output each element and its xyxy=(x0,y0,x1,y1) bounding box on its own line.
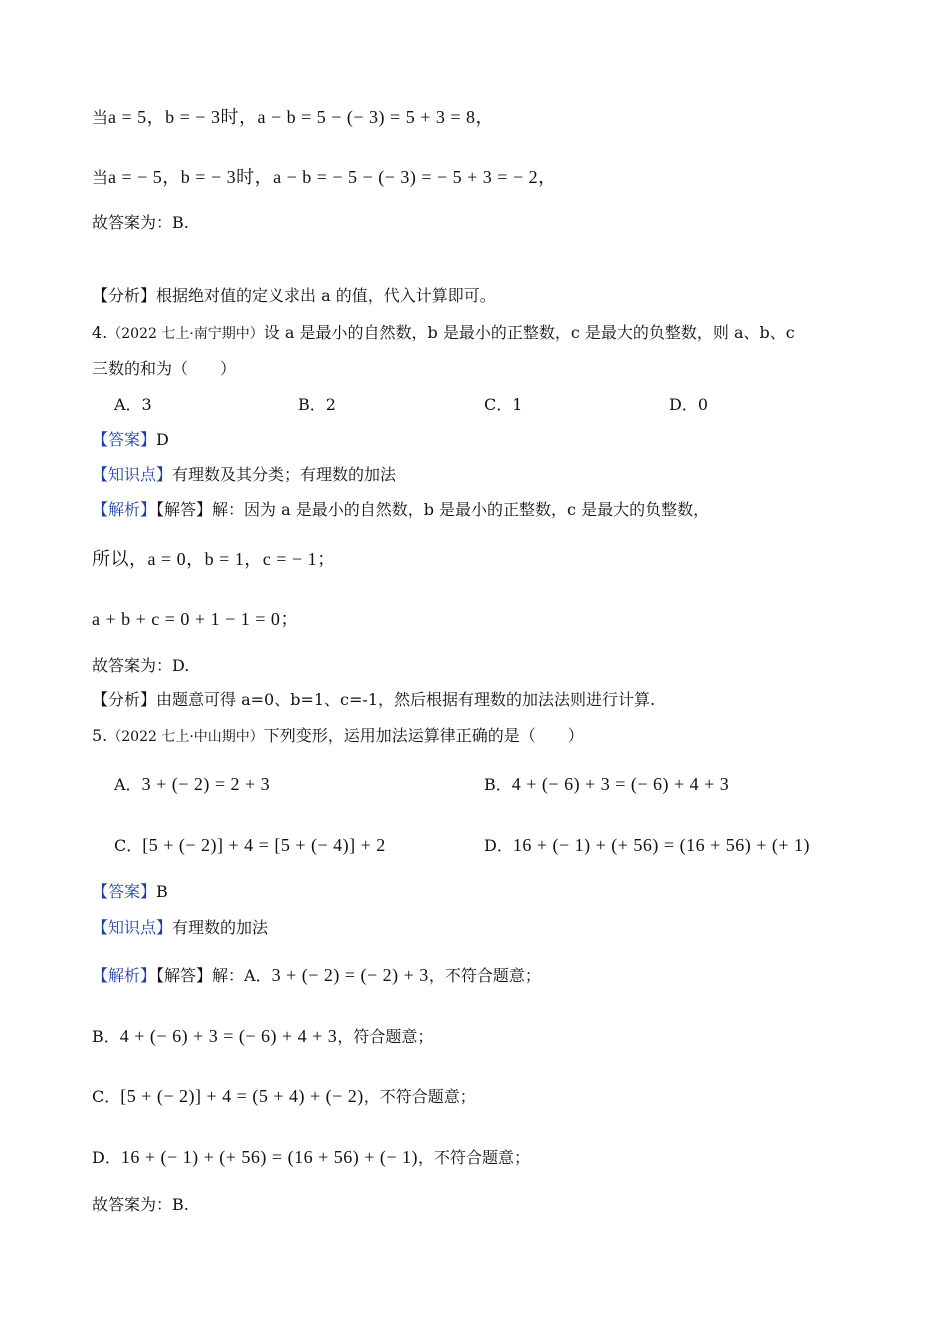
q4-number: 4. xyxy=(92,323,108,342)
q4-conclusion: 故答案为：D. xyxy=(92,656,190,675)
q4-option-d: D．0 xyxy=(669,395,709,414)
q5-option-c: C．[5 + (− 2)] + 4 = [5 + (− 4)] + 2 xyxy=(114,835,386,855)
q3-math-2: a = − 5，b = − 3时，a − b = − 5 − (− 3) = − 5 + 3 = − 2， xyxy=(108,167,557,187)
q5-option-d: D．16 + (− 1) + (+ 56) = (16 + 56) + (+ 1) xyxy=(484,835,811,855)
q5-source: （2022 七上·中山期中） xyxy=(107,729,264,745)
q5-answer-tag: 【答案】 xyxy=(92,882,157,901)
q3-analysis-tag: 【分析】 xyxy=(92,286,157,305)
q5-number: 5. xyxy=(92,726,108,745)
q5-conclusion: 故答案为：B. xyxy=(92,1195,189,1214)
q4-stem-line-1: 4.（2022 七上·南宁期中）设 a 是最小的自然数，b 是最小的正整数，c 是最大的负整数，则 a、b、c xyxy=(92,323,795,342)
q4-option-c: C．1 xyxy=(484,395,523,414)
q4-option-b: B．2 xyxy=(298,395,336,414)
q5-stem: 5.（2022 七上·中山期中）下列变形，运用加法运算律正确的是（ ） xyxy=(92,726,584,745)
q5-solution-tag: 【解析】 xyxy=(92,966,157,985)
q5-option-b: B．4 + (− 6) + 3 = (− 6) + 4 + 3 xyxy=(484,774,730,794)
q4-solution-tag: 【解析】 xyxy=(92,500,157,519)
q4-source: （2022 七上·南宁期中） xyxy=(107,326,264,342)
q4-analysis: 【分析】由题意可得 a=0、b=1、c=-1，然后根据有理数的加法法则进行计算. xyxy=(92,690,656,709)
q5-knowledge-tag: 【知识点】 xyxy=(92,918,173,937)
q5-knowledge: 【知识点】有理数的加法 xyxy=(92,918,269,937)
q4-answer: 【答案】D xyxy=(92,430,169,449)
q4-step-2: a + b + c = 0 + 1 − 1 = 0； xyxy=(92,609,299,629)
q3-solution-line-2: 当a = − 5，b = − 3时，a − b = − 5 − (− 3) = − 5 + 3 = − 2， xyxy=(92,167,557,187)
q5-answer: 【答案】B xyxy=(92,882,168,901)
q4-stem-line-2: 三数的和为（ ） xyxy=(92,359,237,378)
q4-step-1: 所以，a = 0，b = 1，c = − 1； xyxy=(92,549,336,569)
q4-answer-tag: 【答案】 xyxy=(92,430,157,449)
q4-knowledge-tag: 【知识点】 xyxy=(92,465,173,484)
q4-option-a: A．3 xyxy=(114,395,152,414)
q4-analysis-tag: 【分析】 xyxy=(92,690,157,709)
q4-knowledge: 【知识点】有理数及其分类；有理数的加法 xyxy=(92,465,397,484)
q4-solution-head: 【解析】【解答】解：因为 a 是最小的自然数，b 是最小的正整数，c 是最大的负整数， xyxy=(92,500,710,519)
q3-solution-line-1: 当a = 5，b = − 3时，a − b = 5 − (− 3) = 5 + 3 = 8， xyxy=(92,107,494,127)
q5-solution-d: D．16 + (− 1) + (+ 56) = (16 + 56) + (− 1)，不符合题意； xyxy=(92,1147,531,1167)
q5-option-a: A．3 + (− 2) = 2 + 3 xyxy=(114,774,271,794)
q5-solution-a: 【解析】【解答】解：A．3 + (− 2) = (− 2) + 3，不符合题意； xyxy=(92,965,541,985)
q3-analysis: 【分析】根据绝对值的定义求出 a 的值，代入计算即可。 xyxy=(92,286,496,305)
q5-solution-c: C．[5 + (− 2)] + 4 = (5 + 4) + (− 2)，不符合题意； xyxy=(92,1086,476,1106)
q3-conclusion: 故答案为：B. xyxy=(92,213,189,232)
q3-math-1: a = 5，b = − 3时，a − b = 5 − (− 3) = 5 + 3 = 8， xyxy=(108,107,494,127)
q5-solution-b: B．4 + (− 6) + 3 = (− 6) + 4 + 3，符合题意； xyxy=(92,1026,434,1046)
